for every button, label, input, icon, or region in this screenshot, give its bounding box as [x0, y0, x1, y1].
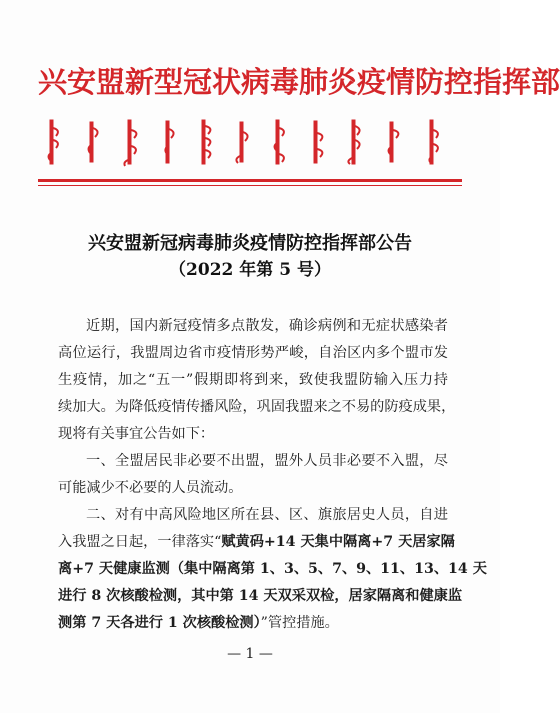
mongolian-word [348, 120, 359, 164]
body-line: 可能减少不必要的人员流动。 [58, 480, 243, 496]
body-line-emphasis: 离+7 天健康监测（集中隔离第 1、3、5、7、9、11、13、14 天 [58, 561, 487, 577]
notice-number: （2022 年第 5 号） [169, 260, 331, 280]
mongolian-word [165, 121, 173, 163]
mongolian-script-row [42, 118, 462, 170]
mongolian-word [275, 120, 284, 164]
mongolian-word [89, 122, 98, 162]
body-line: 续加大。为降低疫情传播风险，巩固我盟来之不易的防疫成果， [58, 399, 456, 415]
body-text: ”管控措施。 [260, 615, 339, 631]
mongolian-word [49, 120, 58, 164]
body-line: 现将有关事宜公告如下： [58, 426, 215, 442]
mongolian-word [429, 120, 438, 164]
body-line: 高位运行，我盟周边省市疫情形势严峻，自治区内多个盟市发 [58, 345, 448, 361]
body-line: 生疫情，加之“五一”假期即将到来，致使我盟防输入压力持 [58, 372, 448, 388]
body-line: 二、对有中高风险地区所在县、区、旗旅居史人员，自进 [86, 507, 448, 523]
masthead-org-name: 兴安盟新型冠状病毒肺炎疫情防控指挥部 [38, 65, 560, 99]
mongolian-word [389, 122, 399, 162]
notice-title: 兴安盟新冠病毒肺炎疫情防控指挥部公告 [88, 233, 412, 254]
mongolian-word [202, 120, 210, 164]
mongolian-word [124, 120, 136, 166]
body-line-emphasis: 进行 8 次核酸检测，其中第 14 天双采双检，居家隔离和健康监 [58, 588, 463, 604]
body-line [58, 613, 448, 633]
page-number: — 1 — [227, 646, 273, 662]
body-line: 近期，国内新冠疫情多点散发，确诊病例和无症状感染者 [86, 318, 448, 334]
body-text-emphasis: 赋黄码+14 天集中隔离+7 天居家隔 [221, 534, 455, 550]
masthead-rule-thick [38, 179, 462, 182]
body-line: 一、全盟居民非必要不出盟，盟外人员非必要不入盟，尽 [86, 453, 448, 469]
body-line [58, 532, 455, 552]
body-text-emphasis: 测第 7 天各进行 1 次核酸检测） [58, 615, 261, 631]
body-text: 入我盟之日起，一律落实“ [58, 534, 222, 550]
mongolian-word [314, 121, 322, 163]
mongolian-word [236, 122, 247, 163]
masthead-rule-thin [38, 185, 462, 186]
